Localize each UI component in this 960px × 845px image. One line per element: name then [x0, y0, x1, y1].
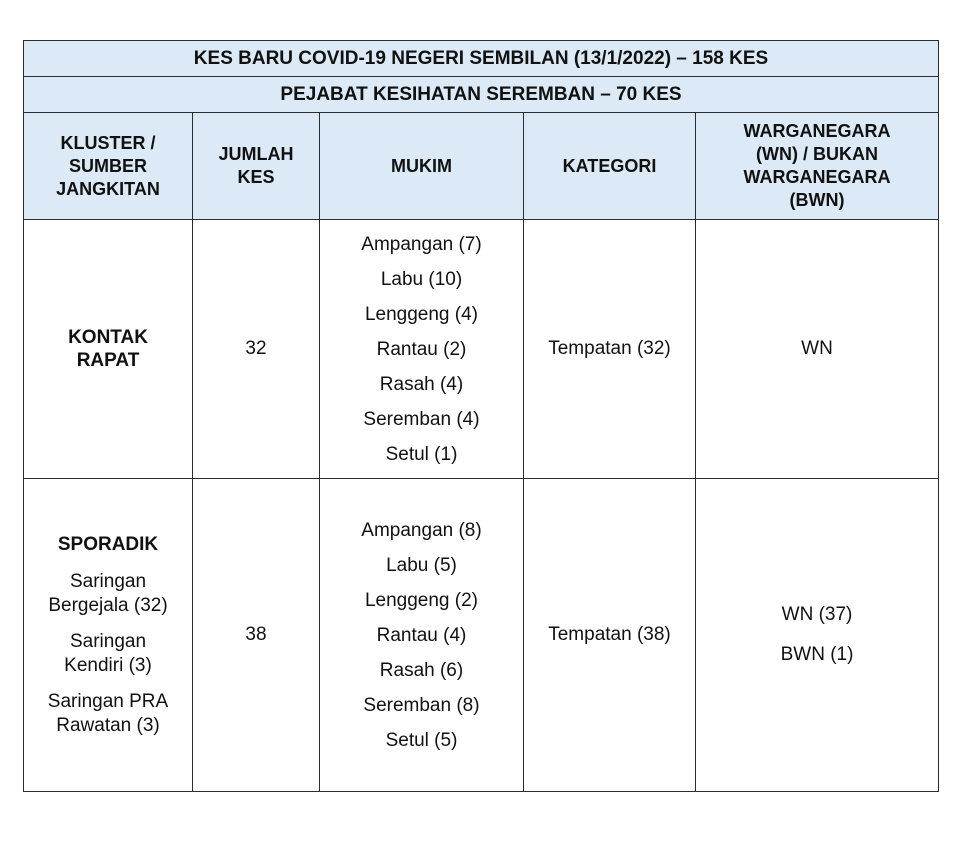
mukim-item: Rasah (6)	[379, 659, 464, 681]
cluster-detail: Saringan Bergejala (32)	[48, 570, 168, 616]
cluster-detail: Saringan PRA Rawatan (3)	[47, 690, 169, 736]
cluster-name: KONTAK RAPAT	[68, 327, 148, 371]
mukim-item: Setul (1)	[385, 443, 458, 465]
table-title: KES BARU COVID-19 NEGERI SEMBILAN (13/1/2022) – 158 KES	[24, 41, 939, 77]
cluster-name: SPORADIK	[57, 533, 159, 555]
column-header-category: KATEGORI	[524, 113, 696, 220]
table-row	[24, 220, 939, 479]
category-cell: Tempatan (38)	[524, 479, 696, 792]
mukim-cell	[320, 479, 524, 792]
mukim-item: Labu (10)	[380, 268, 463, 290]
column-header-citizenship: WARGANEGARA (WN) / BUKAN WARGANEGARA (BWN)	[696, 113, 939, 220]
cluster-detail: Saringan Kendiri (3)	[64, 630, 152, 676]
citizenship-cell	[696, 479, 939, 792]
citizenship-item: WN (37)	[781, 604, 853, 625]
column-header-cluster: KLUSTER / SUMBER JANGKITAN	[24, 113, 193, 220]
mukim-item: Rantau (4)	[376, 624, 467, 646]
table-title-row	[24, 41, 939, 77]
column-header-row	[24, 113, 939, 220]
mukim-item: Labu (5)	[386, 554, 457, 576]
citizenship-cell	[696, 220, 939, 479]
category-cell: Tempatan (32)	[524, 220, 696, 479]
table-row	[24, 479, 939, 792]
cluster-cell	[24, 479, 193, 792]
mukim-item: Seremban (8)	[363, 694, 480, 716]
mukim-item: Lenggeng (2)	[364, 589, 479, 611]
mukim-cell	[320, 220, 524, 479]
mukim-item: Setul (5)	[385, 729, 458, 751]
cluster-cell	[24, 220, 193, 479]
table-subtitle: PEJABAT KESIHATAN SEREMBAN – 70 KES	[24, 77, 939, 113]
total-cell: 32	[193, 220, 320, 479]
mukim-item: Ampangan (8)	[361, 519, 482, 541]
citizenship-item: WN	[801, 338, 833, 359]
citizenship-item: BWN (1)	[780, 644, 854, 665]
column-header-mukim: MUKIM	[320, 113, 524, 220]
covid-cases-table	[23, 40, 939, 792]
mukim-item: Lenggeng (4)	[364, 303, 479, 325]
mukim-item: Ampangan (7)	[361, 233, 482, 255]
column-header-total: JUMLAH KES	[193, 113, 320, 220]
mukim-item: Rantau (2)	[376, 338, 467, 360]
mukim-item: Rasah (4)	[379, 373, 464, 395]
mukim-item: Seremban (4)	[363, 408, 480, 430]
table-subtitle-row	[24, 77, 939, 113]
total-cell: 38	[193, 479, 320, 792]
